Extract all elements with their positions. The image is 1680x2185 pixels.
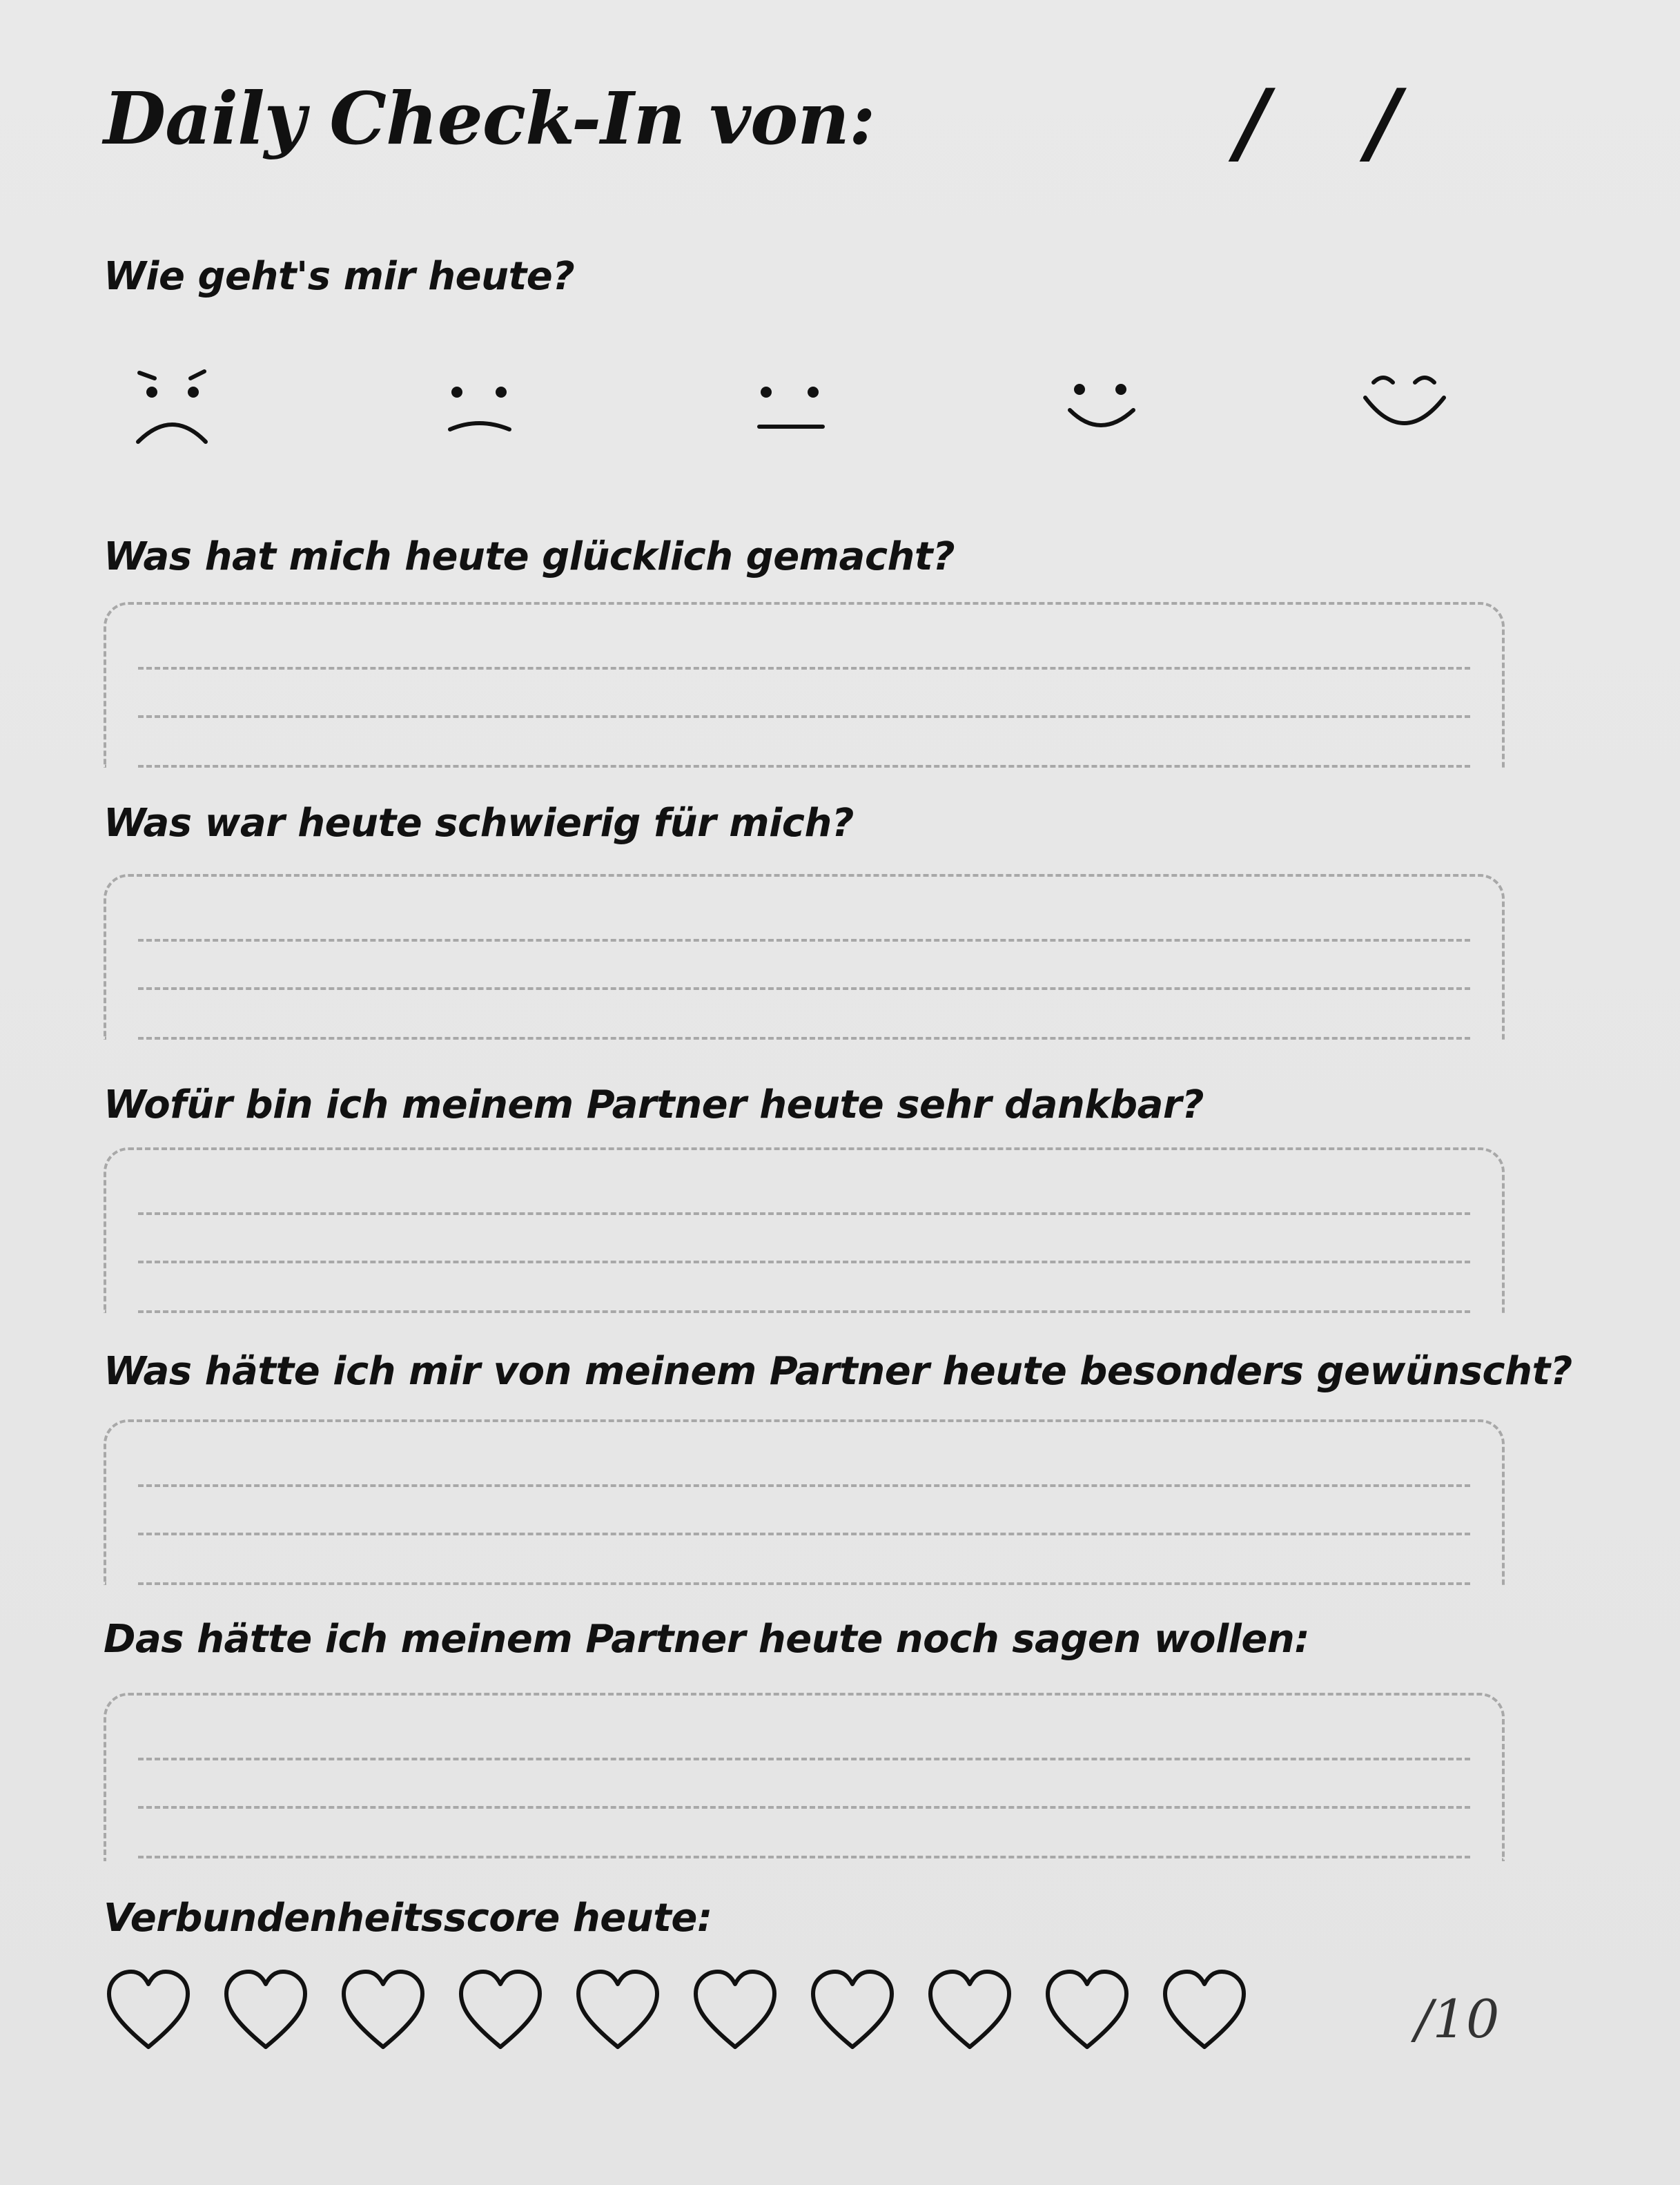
happy-face-icon[interactable] (1360, 359, 1470, 456)
writing-line (138, 765, 1470, 768)
heart-icon[interactable] (925, 1968, 1015, 2054)
heart-icon[interactable] (1160, 1968, 1249, 2054)
score-label: Verbundenheitsscore heute: (104, 1896, 712, 1941)
neutral-face-icon[interactable] (745, 359, 856, 456)
writing-line (138, 1261, 1470, 1263)
heart-icon[interactable] (690, 1968, 780, 2054)
question-grateful: Wofür bin ich meinem Partner heute sehr dankbar? (104, 1082, 1204, 1127)
answer-area-difficult[interactable] (104, 874, 1505, 1040)
smiling-face-icon[interactable] (1056, 359, 1166, 456)
question-difficult: Was war heute schwierig für mich? (104, 801, 854, 846)
heart-icon[interactable] (104, 1968, 193, 2054)
mood-selector (117, 359, 1463, 456)
writing-line (138, 1037, 1470, 1040)
answer-area-happy[interactable] (104, 602, 1505, 768)
header (104, 69, 1449, 179)
sad-face-icon[interactable] (435, 359, 545, 456)
writing-line (138, 715, 1470, 718)
writing-line (138, 939, 1470, 942)
mood-question: Wie geht's mir heute? (104, 254, 575, 299)
answer-area-wished[interactable] (104, 1419, 1505, 1585)
heart-icon[interactable] (338, 1968, 428, 2054)
writing-line (138, 1533, 1470, 1535)
writing-line (138, 1212, 1470, 1215)
writing-line (138, 987, 1470, 990)
angry-face-icon[interactable] (124, 359, 235, 456)
heart-icon[interactable] (573, 1968, 663, 2054)
heart-icon[interactable] (456, 1968, 545, 2054)
writing-line (138, 1582, 1470, 1585)
question-happy: Was hat mich heute glücklich gemacht? (104, 534, 955, 579)
heart-icon[interactable] (1042, 1968, 1132, 2054)
writing-line (138, 1758, 1470, 1760)
writing-line (138, 1856, 1470, 1858)
question-unsaid: Das hätte ich meinem Partner heute noch sagen wollen: (104, 1617, 1310, 1662)
writing-line (138, 1484, 1470, 1487)
date-separator-1: / (1235, 69, 1269, 175)
heart-icon[interactable] (221, 1968, 311, 2054)
writing-line (138, 1310, 1470, 1313)
answer-area-grateful[interactable] (104, 1147, 1505, 1313)
page-title: Daily Check-In von: (104, 76, 875, 161)
heart-icon[interactable] (808, 1968, 897, 2054)
score-out-of: /10 (1415, 1988, 1500, 2050)
answer-area-unsaid[interactable] (104, 1693, 1505, 1861)
score-hearts (104, 1968, 1277, 2057)
date-separator-2: / (1367, 69, 1400, 175)
writing-line (138, 667, 1470, 670)
question-wished: Was hätte ich mir von meinem Partner heute besonders gewünscht? (104, 1349, 1572, 1394)
writing-line (138, 1806, 1470, 1809)
